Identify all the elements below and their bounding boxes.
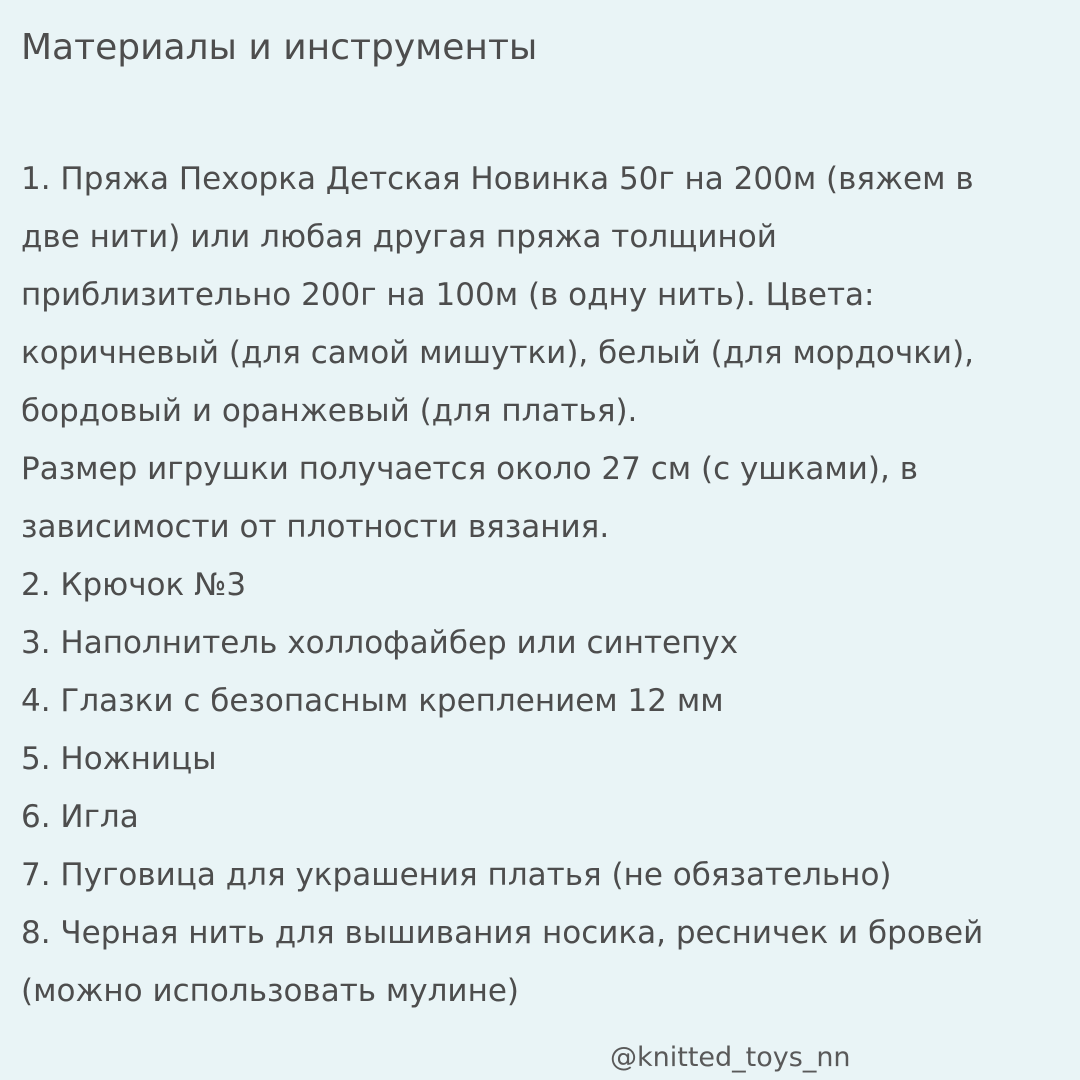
list-line: 3. Наполнитель холлофайбер или синтепух: [21, 625, 739, 661]
list-line: две нити) или любая другая пряжа толщиной: [21, 219, 777, 255]
list-line: 8. Черная нить для вышивания носика, ресничек и бровей: [21, 915, 984, 951]
list-line: (можно использовать мулине): [21, 973, 519, 1009]
list-line: бордовый и оранжевый (для платья).: [21, 393, 638, 429]
list-line: Размер игрушки получается около 27 см (с ушками), в: [21, 451, 919, 487]
list-line: 7. Пуговица для украшения платья (не обязательно): [21, 857, 892, 893]
list-line: 1. Пряжа Пехорка Детская Новинка 50г на 200м (вяжем в: [21, 161, 974, 197]
list-line: приблизительно 200г на 100м (в одну нить). Цвета:: [21, 277, 875, 313]
list-line: 6. Игла: [21, 799, 139, 835]
list-line: коричневый (для самой мишутки), белый (для мордочки),: [21, 335, 975, 371]
materials-list: [21, 150, 1061, 1020]
account-handle: @knitted_toys_nn: [610, 1042, 851, 1073]
list-line: 2. Крючок №3: [21, 567, 247, 603]
list-line: 5. Ножницы: [21, 741, 217, 777]
list-line: зависимости от плотности вязания.: [21, 509, 610, 545]
page-title: Материалы и инструменты: [21, 27, 538, 68]
list-line: 4. Глазки с безопасным креплением 12 мм: [21, 683, 724, 719]
